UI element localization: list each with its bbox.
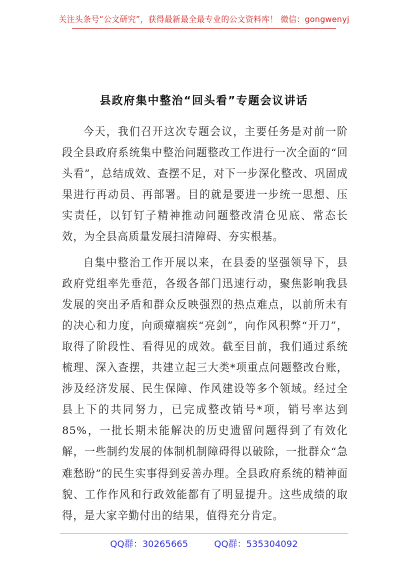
qq-group-2: QQ群：535304092 (214, 540, 298, 550)
header-divider (72, 28, 336, 29)
footer (0, 537, 408, 550)
document-title: 县政府集中整治“回头看”专题会议讲话 (99, 94, 309, 107)
top-notice: 关注头条号“公文研究”，获得最新最全最专业的公文资料库！ 微信：gongwenyj (58, 15, 350, 24)
paragraph: 今天，我们召开这次专题会议，主要任务是对前一阶段全县政府系统集中整治问题整改工作进行一次全面的“回头看”，总结成效、查摆不足，对下一步深化整改、巩固成果进行再动员、再部署。目的就是要进一步统一思想、压实责任，以钉钉子精神推动问题整改清仓见底、常态长效，为全县高质量发展扫清障碍、夯实根基。 (62, 126, 348, 244)
paragraph: 自集中整治工作开展以来，在县委的坚强领导下，县政府党组率先垂范，各级各部门迅速行动，聚焦影响我县发展的突出矛盾和群众反映强烈的热点难点，以前所未有的决心和力度，向顽瘴痼疾“亮剑”，向作风积弊“开刀”，取得了阶段性、看得见的成效。截至目前，我们通过系统梳理、深入查摆，共建立起三大类*项重点问题整改台账，涉及经济发展、民生保障、作风建设等多个领域。经过全县上下的共同努力，已完成整改销号*项，销号率达到85%，一批长期未能解决的历史遗留问题得到了有效化解，一些制约发展的体制机制障碍得以破除，一批群众“急难愁盼”的民生实事得到妥善办理。全县政府系统的精神面貌、工作作风和行政效能都有了明显提升。这些成绩的取得，是大家辛勤付出的结果，值得充分肯定。 (62, 256, 348, 522)
qq-group-1: QQ群：30265665 (110, 540, 189, 550)
document-body (62, 122, 348, 531)
footer-divider (60, 533, 348, 534)
